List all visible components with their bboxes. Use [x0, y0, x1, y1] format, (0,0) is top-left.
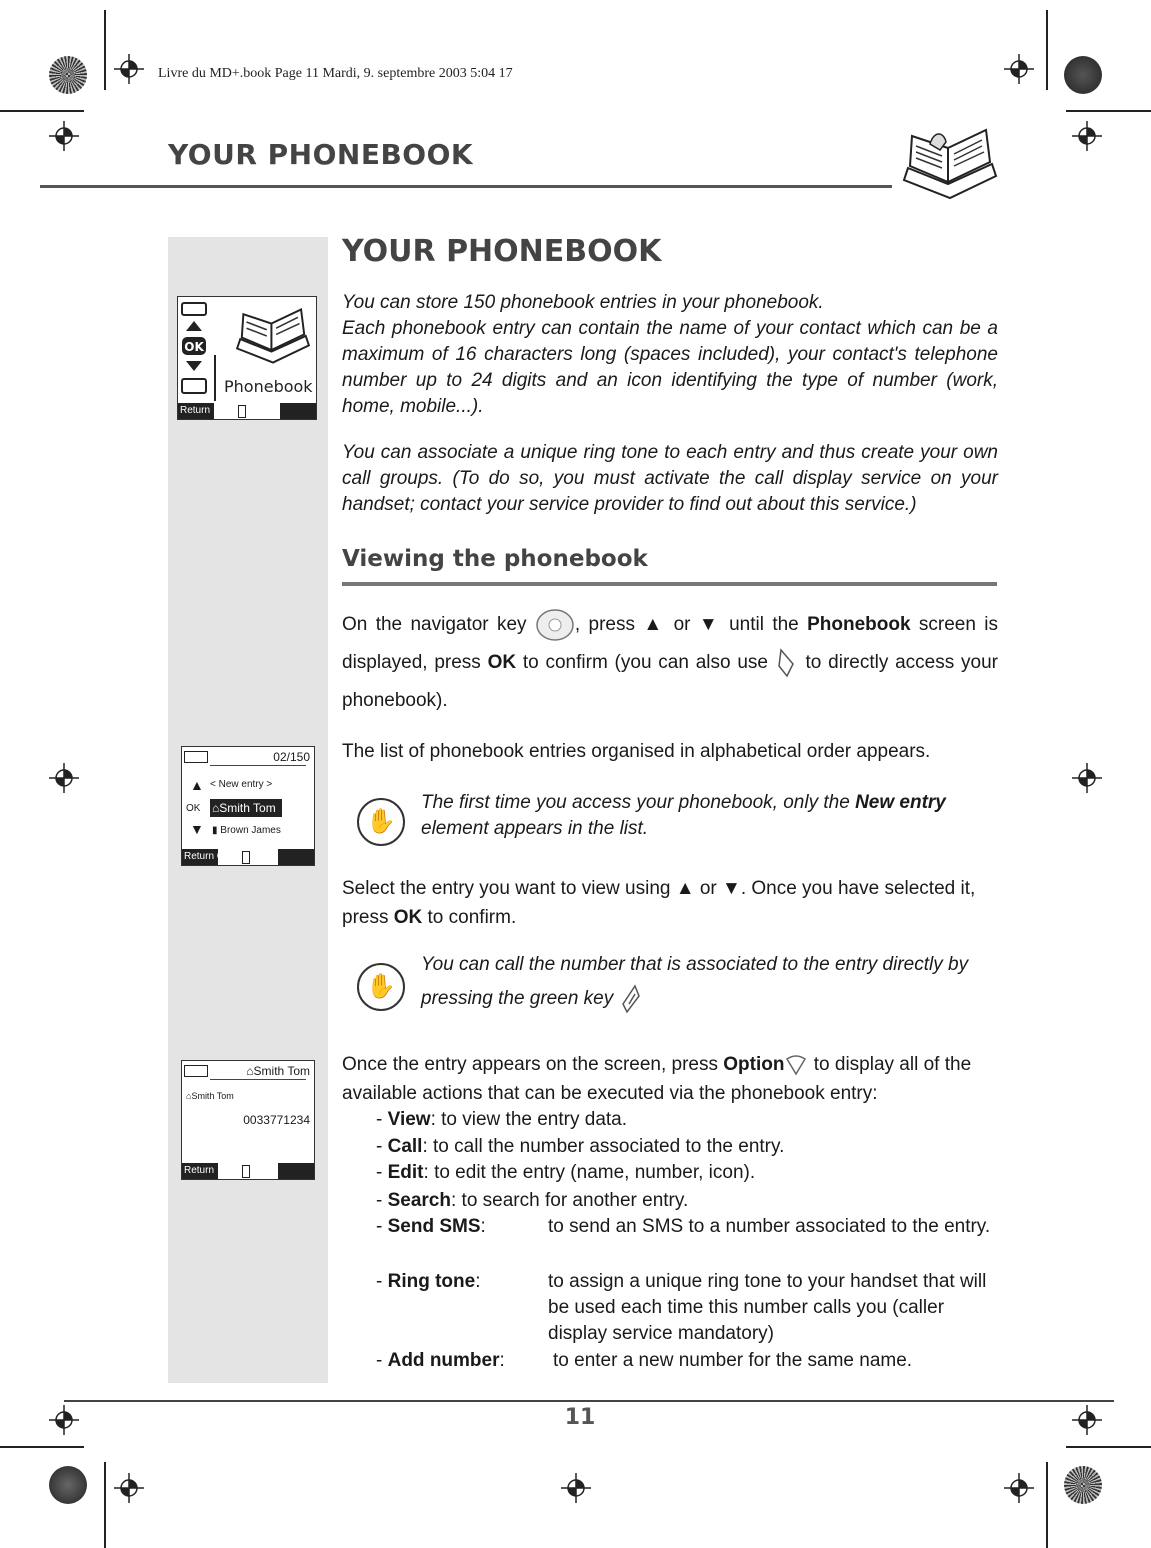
- down-arrow-icon: ▼: [698, 614, 721, 635]
- intro-ring-tones: You can associate a unique ring tone to each entry and thus create your own call groups. (To do so, you must activate the call display service on your handset; contact your service provider to find out about this service.): [342, 442, 998, 515]
- action-edit: - Edit: to edit the entry (name, number, icon).: [376, 1162, 756, 1183]
- list-item-new-entry: < New entry >: [210, 779, 273, 790]
- bold-text: OK: [487, 652, 517, 673]
- trim-line: [0, 110, 84, 112]
- action-add-number: - Add number:: [376, 1350, 505, 1371]
- text: to directly access your phonebook).: [342, 652, 998, 711]
- text: or: [694, 878, 722, 899]
- softkey-return: Return: [178, 403, 214, 419]
- entry-number: 0033771234: [243, 1113, 310, 1127]
- green-call-key-icon: [619, 982, 643, 1016]
- phone-screen-entry-detail: [181, 1060, 315, 1180]
- softkey-right: [278, 1163, 314, 1179]
- subsection-rule: [342, 582, 997, 586]
- text: element appears in the list.: [421, 818, 649, 839]
- select-instructions: [342, 874, 998, 932]
- entry-name: ⌂Smith Tom: [186, 1091, 234, 1101]
- list-order-text: The list of phonebook entries organised in alphabetical order appears.: [342, 741, 931, 762]
- text: until the: [720, 614, 808, 635]
- next-entry-name: Brown James: [220, 825, 281, 836]
- registration-crosshair-icon: [1004, 54, 1034, 84]
- intro-capacity: You can store 150 phonebook entries in your phonebook.: [342, 292, 824, 313]
- bold-text: OK: [393, 907, 423, 928]
- text: screen is displayed, press: [342, 614, 999, 673]
- softkey-center-icon: [242, 1165, 250, 1178]
- action-send-sms: - Send SMS:: [376, 1216, 486, 1237]
- ok-label: OK: [186, 803, 201, 814]
- bold-text: Option: [723, 1054, 785, 1075]
- action-add-number-description: to enter a new number for the same name.: [553, 1350, 913, 1371]
- action-label: Search: [387, 1190, 451, 1211]
- text: The first time you access your phonebook, only the: [421, 792, 856, 813]
- action-call: - Call: to call the number associated to the entry.: [376, 1136, 785, 1157]
- color-rosette-bottom-right: [1064, 1466, 1102, 1504]
- registration-crosshair-icon: [114, 54, 144, 84]
- text: On the navigator key: [342, 614, 535, 635]
- color-rosette-bottom-left: [49, 1466, 87, 1504]
- registration-crosshair-icon: [49, 763, 79, 793]
- text: . Once you have selected it, press: [342, 878, 976, 928]
- entry-title: ⌂Smith Tom: [246, 1064, 310, 1078]
- print-header: Livre du MD+.book Page 11 Mardi, 9. septembre 2003 5:04 17: [158, 66, 513, 81]
- note-green-key: [421, 948, 999, 1016]
- running-title: YOUR PHONEBOOK: [168, 138, 474, 171]
- screen-label-phonebook: Phonebook: [224, 377, 313, 396]
- registration-crosshair-icon: [114, 1473, 144, 1503]
- up-arrow-icon: ▲: [675, 878, 695, 899]
- hand-note-icon: ✋: [357, 798, 405, 846]
- action-ring-tone: - Ring tone:: [376, 1271, 481, 1292]
- hand-note-icon: ✋: [357, 963, 405, 1011]
- menu-icons-column: [180, 301, 210, 397]
- registration-crosshair-icon: [49, 121, 79, 151]
- softkey-bar: [182, 849, 314, 865]
- trim-line: [1066, 1446, 1151, 1448]
- bold-text: Phonebook: [807, 614, 911, 635]
- list-item-next: ▮ Brown James: [212, 825, 281, 836]
- text: :: [480, 1216, 486, 1237]
- trim-line: [1046, 1462, 1048, 1548]
- action-description: to edit the entry (name, number, icon).: [434, 1162, 756, 1183]
- action-label: Add number: [387, 1350, 500, 1371]
- registration-crosshair-icon: [561, 1473, 591, 1503]
- subsection-title: Viewing the phonebook: [342, 546, 648, 572]
- navigator-key-icon: [535, 608, 575, 642]
- trim-line: [104, 1462, 106, 1548]
- trim-line: [1046, 10, 1048, 90]
- softkey-right: [278, 849, 314, 865]
- option-instructions: [342, 1050, 998, 1108]
- entry-header-icon: [184, 1065, 208, 1077]
- softkey-bar: [178, 403, 316, 419]
- trim-line: [104, 10, 106, 90]
- registration-crosshair-icon: [1072, 121, 1102, 151]
- color-rosette-top-left: [49, 56, 87, 94]
- note-first-access: [421, 790, 999, 842]
- down-arrow-icon: ▼: [722, 878, 741, 899]
- intro-entry-details: Each phonebook entry can contain the name of your contact which can be a maximum of 16 characters long (spaces included), your contact's telephone number up to 24 digits and an icon identifying the type of number (work, home, mobile...).: [342, 318, 998, 417]
- text: :: [430, 1109, 442, 1130]
- text: , press: [574, 614, 644, 635]
- phonebook-key-icon: [775, 646, 799, 680]
- list-header-icon: [184, 751, 208, 763]
- softkey-center-icon: [238, 405, 246, 418]
- open-book-icon: [900, 128, 1000, 200]
- header-rule: [40, 185, 892, 188]
- section-title: YOUR PHONEBOOK: [342, 234, 662, 269]
- navigator-instructions: [342, 606, 998, 720]
- registration-crosshair-icon: [1072, 763, 1102, 793]
- text: :: [450, 1190, 462, 1211]
- registration-crosshair-icon: [49, 1405, 79, 1435]
- registration-crosshair-icon: [1004, 1473, 1034, 1503]
- header-divider: [210, 1079, 306, 1080]
- svg-text:OK: OK: [184, 340, 204, 354]
- trim-line: [1066, 110, 1151, 112]
- text: to display all of the available actions that can be executed via the phonebook entry:: [342, 1054, 972, 1104]
- down-arrow-icon: ▼: [190, 821, 204, 837]
- registration-crosshair-icon: [1072, 1405, 1102, 1435]
- action-label: Send SMS: [387, 1216, 481, 1237]
- text: to confirm (you can also use: [516, 652, 775, 673]
- action-label: Ring tone: [387, 1271, 476, 1292]
- list-item-selected: ⌂Smith Tom: [210, 799, 282, 817]
- text: :: [423, 1162, 435, 1183]
- action-label: Edit: [387, 1162, 424, 1183]
- phone-screen-phonebook-list: [181, 746, 315, 866]
- trim-line: [0, 1446, 84, 1448]
- selected-entry-name: Smith Tom: [219, 801, 276, 815]
- page-number: 11: [564, 1405, 596, 1430]
- action-description: to search for another entry.: [461, 1190, 689, 1211]
- softkey-center-icon: [242, 851, 250, 864]
- text: or: [665, 614, 699, 635]
- action-send-sms-description: to send an SMS to a number associated to the entry.: [548, 1216, 991, 1237]
- text: Select the entry you want to view using: [342, 878, 676, 899]
- phonebook-book-icon: [234, 305, 312, 367]
- color-rosette-top-right: [1064, 56, 1102, 94]
- entry-name-text: Smith Tom: [191, 1091, 234, 1101]
- text: :: [475, 1271, 481, 1292]
- action-description: to view the entry data.: [441, 1109, 628, 1130]
- softkey-return: Return C: [182, 849, 218, 865]
- text: to confirm.: [422, 907, 517, 928]
- entry-counter: 02/150: [273, 750, 310, 764]
- softkey-bar: [182, 1163, 314, 1179]
- entry-title-text: Smith Tom: [253, 1064, 310, 1078]
- action-search: - Search: to search for another entry.: [376, 1190, 689, 1211]
- option-key-icon: [784, 1053, 808, 1077]
- menu-divider: [214, 355, 216, 401]
- action-description: to call the number associated to the entry.: [433, 1136, 785, 1157]
- text: Once the entry appears on the screen, press: [342, 1054, 724, 1075]
- phone-screen-phonebook-menu: [177, 296, 317, 420]
- text: :: [422, 1136, 434, 1157]
- action-label: View: [387, 1109, 431, 1130]
- header-divider: [210, 765, 306, 766]
- softkey-right: [280, 403, 316, 419]
- action-view: - View: to view the entry data.: [376, 1109, 628, 1130]
- softkey-return: Return: [182, 1163, 218, 1179]
- action-label: Call: [387, 1136, 423, 1157]
- text: :: [499, 1350, 505, 1371]
- up-arrow-icon: ▲: [643, 614, 666, 635]
- bold-text: New entry: [855, 792, 946, 813]
- action-ring-tone-description: to assign a unique ring tone to your handset that will be used each time this number calls you (caller display service mandatory): [548, 1271, 987, 1344]
- text: You can call the number that is associated to the entry directly by pressing the green key: [421, 954, 969, 1010]
- up-arrow-icon: ▲: [190, 777, 204, 793]
- footer-rule: [64, 1400, 1114, 1402]
